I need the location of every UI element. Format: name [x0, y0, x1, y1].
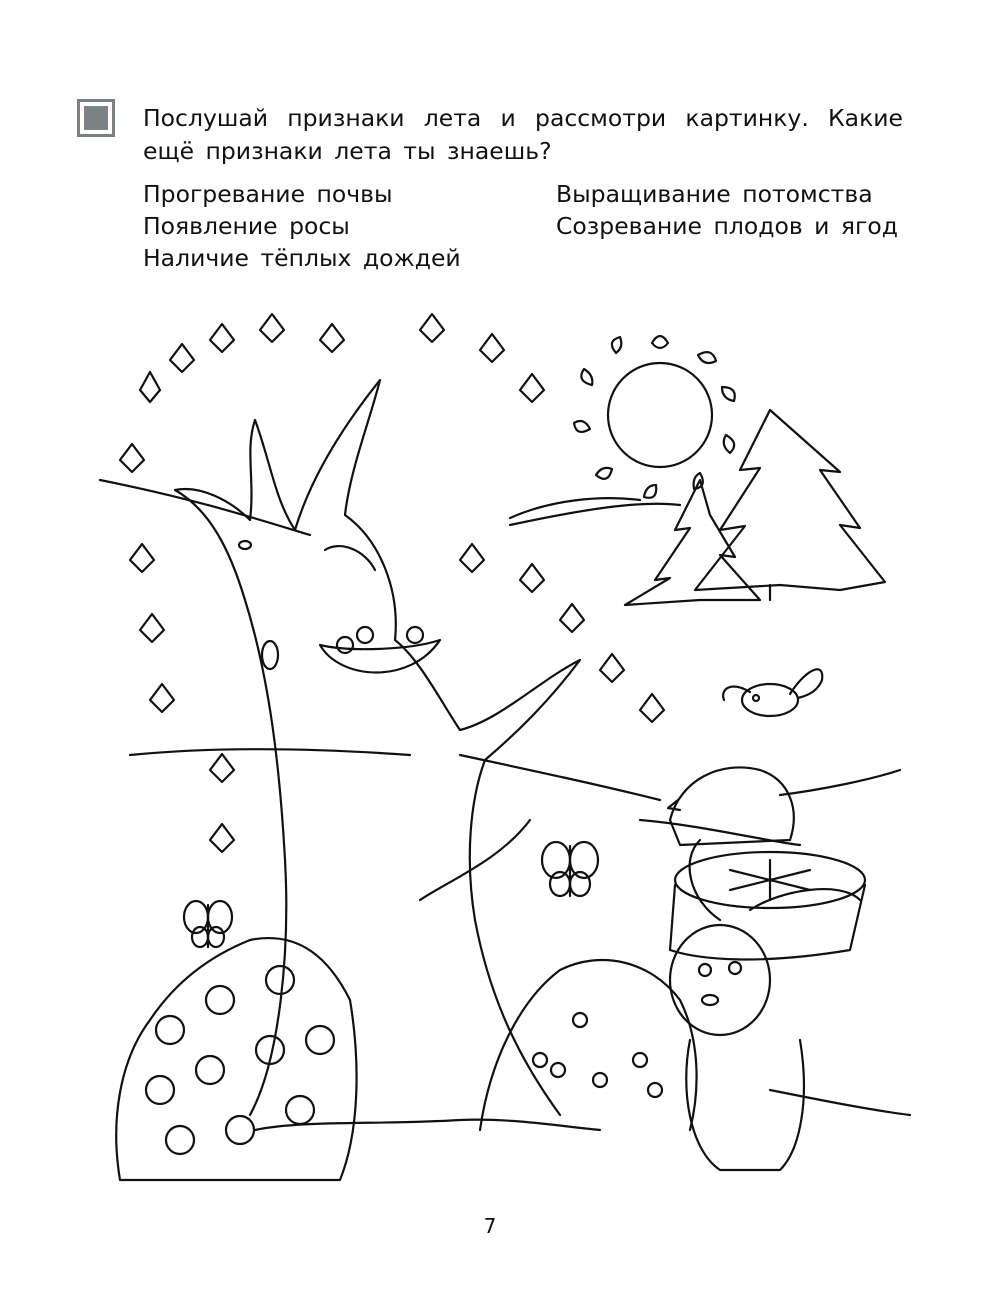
summer-sign-item: Наличие тёплых дождей	[143, 244, 461, 272]
summer-coloring-illustration	[80, 300, 920, 1200]
sun-drawing	[574, 336, 735, 498]
summer-sign-item: Прогревание почвы	[143, 180, 393, 208]
page-number: 7	[483, 1214, 497, 1238]
flower-bush-drawing	[116, 938, 356, 1180]
summer-sign-item: Появление росы	[143, 212, 350, 240]
hare-drawing	[670, 840, 860, 1170]
butterfly-right-drawing	[542, 842, 598, 896]
task-marker-icon	[77, 99, 115, 137]
summer-sign-item: Созревание плодов и ягод	[556, 212, 899, 240]
summer-signs-right-column	[556, 178, 898, 242]
task-marker-fill	[84, 106, 108, 130]
summer-signs-left-column	[143, 178, 461, 274]
tree-leaves	[120, 314, 664, 852]
fir-trees-drawing	[625, 410, 885, 605]
bird-drawing	[723, 669, 822, 716]
butterfly-left-drawing	[184, 901, 232, 947]
task-instruction: Послушай признаки лета и рассмотри картинку. Какие ещё признаки лета ты знаешь?	[143, 104, 903, 165]
summer-sign-item: Выращивание потомства	[556, 180, 873, 208]
berry-bush-drawing	[480, 960, 697, 1130]
tree-with-nest-drawing	[120, 314, 664, 1130]
